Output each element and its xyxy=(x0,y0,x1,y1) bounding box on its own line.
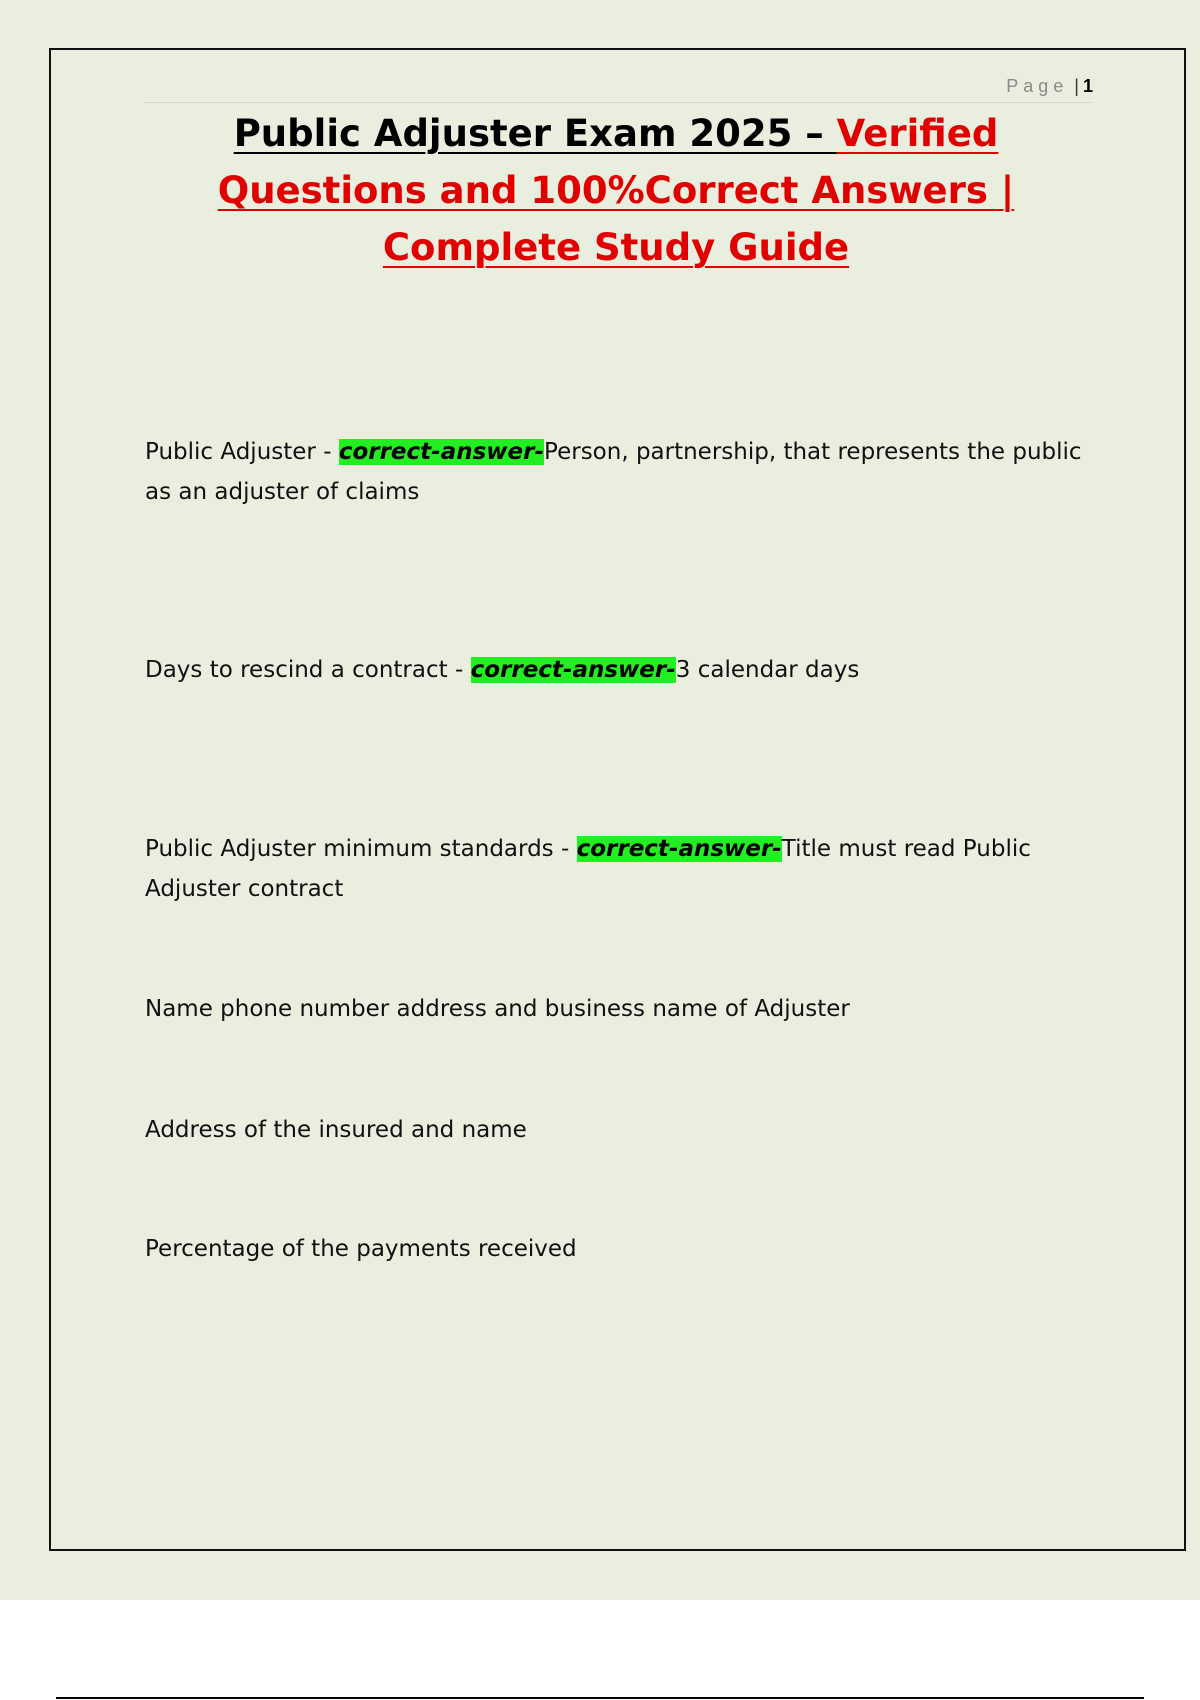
correct-answer-marker: correct-answer- xyxy=(470,657,676,683)
qa-answer: 3 calendar days xyxy=(675,657,860,683)
document-title xyxy=(120,105,1112,276)
qa-entry-public-adjuster xyxy=(145,432,1095,512)
title-red-line3: Complete Study Guide xyxy=(382,226,850,269)
qa-term: Days to rescind a contract - xyxy=(145,657,471,683)
standard-line-name-phone: Name phone number address and business name of Adjuster xyxy=(145,996,850,1022)
correct-answer-marker: correct-answer- xyxy=(338,439,545,465)
qa-entry-minimum-standards xyxy=(145,829,1095,909)
page-number: 1 xyxy=(1082,76,1093,96)
standard-line-payment-percentage: Percentage of the payments received xyxy=(145,1236,577,1262)
bottom-rule xyxy=(56,1697,1144,1699)
qa-term: Public Adjuster - xyxy=(145,439,339,465)
correct-answer-marker: correct-answer- xyxy=(576,836,782,862)
qa-answer: Title must read Public Adjuster contract xyxy=(145,836,1031,902)
page-separator: | xyxy=(1074,76,1079,96)
title-red-line1: Verified xyxy=(836,112,999,155)
title-black-part: Public Adjuster Exam 2025 – xyxy=(233,112,837,155)
title-red-line2: Questions and 100%Correct Answers | xyxy=(217,169,1015,212)
qa-entry-rescind-days xyxy=(145,650,1095,690)
page-label: Page xyxy=(1006,76,1069,96)
standard-line-insured-address: Address of the insured and name xyxy=(145,1117,527,1143)
qa-term: Public Adjuster minimum standards - xyxy=(145,836,577,862)
page-header xyxy=(145,74,1093,103)
qa-answer: Person, partnership, that represents the public as an adjuster of claims xyxy=(145,439,1082,505)
